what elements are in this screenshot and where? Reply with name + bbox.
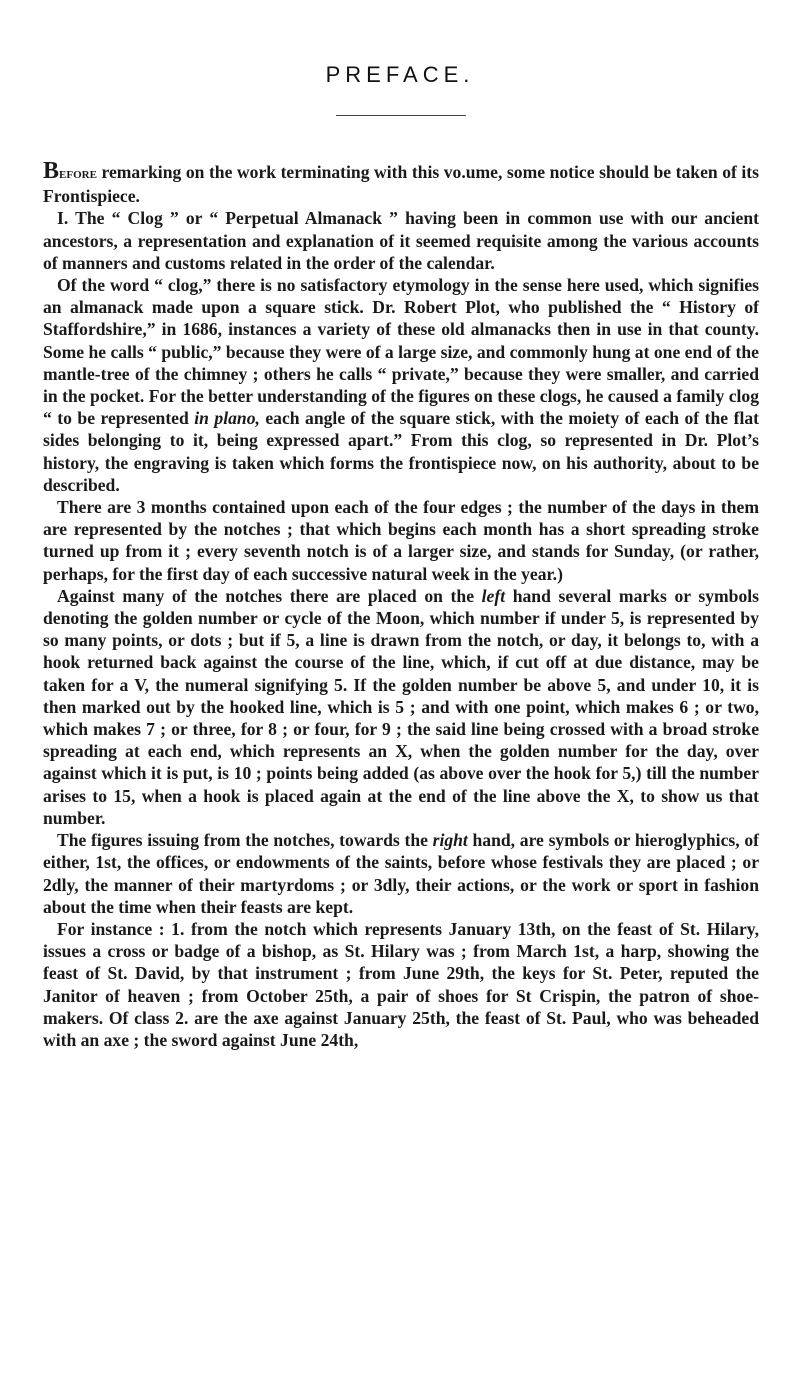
paragraph-4 <box>43 496 759 585</box>
paragraph-text: hand several marks or symbols denoting the golden number or cycle of the Moon, which number if under 5, is represented by so many points, or dots ; but if 5, a line is drawn from the notch, or day, it belongs to, with a hook returned back against the course of the line, which, if cut off at due distance, may be taken for a V, the numeral signifying 5. If the golden number be above 5, and under 10, it is then marked out by the hooked line, which is 5 ; and with one point, which makes 6 ; or two, which makes 7 ; or three, for 8 ; or four, for 9 ; the said line being crossed with a broad stroke spreading at each end, which represents an X, when the golden number for the day, over against which it is put, is 10 ; points being added (as above over the hook for 5,) till the number arises to 15, when a hook is placed again at the end of the line above the X, to show us that number. <box>43 585 759 828</box>
paragraph-text: hand, are symbols or hieroglyphics, of either, 1st, the offices, or endowments of the saints, before whose festivals they are placed ; or 2dly, the manner of their martyrdoms ; or 3dly, their actions, or the work or sport in fashion about the time when their feasts are kept. <box>43 830 759 917</box>
paragraph-2 <box>43 207 759 274</box>
paragraph-text: The figures issuing from the notches, towards the <box>57 830 433 851</box>
paragraph-text: each angle of the square stick, with the moiety of each of the flat sides belonging to it, being expressed apart.” From this clog, so represented in Dr. Plot’s history, the engraving is taken which forms the frontispiece now, on his authority, about to be described. <box>43 408 759 495</box>
small-caps-word: efore <box>59 166 97 182</box>
italic-phrase: in plano, <box>194 408 260 429</box>
paragraph-3 <box>43 274 759 496</box>
paragraph-6 <box>43 829 759 918</box>
page-title: PREFACE. <box>325 62 475 87</box>
italic-word: left <box>481 585 506 606</box>
preface-body <box>43 160 759 1051</box>
italic-word: right <box>432 830 468 851</box>
paragraph-text: There are 3 months contained upon each of the four edges ; the number of the days in them are represented by the notches ; that which begins each month has a short spreading stroke turned up from it ; every seventh notch is of a larger size, and stands for Sunday, (or rather, perhaps, for the first day of each successive natural week in the year.) <box>43 497 759 584</box>
paragraph-text: Against many of the notches there are placed on the <box>57 585 482 606</box>
paragraph-text: I. The “ Clog ” or “ Perpetual Almanack ” having been in common use with our ancient ancestors, a representation and explanation of it seemed requisite among the various accounts of manners and customs related in the order of the calendar. <box>43 208 759 273</box>
paragraph-1 <box>43 160 759 207</box>
paragraph-5 <box>43 585 759 829</box>
paragraph-text: Of the word “ clog,” there is no satisfactory etymology in the sense here used, which signifies an almanack made upon a square stick. Dr. Robert Plot, who published the “ History of Staffordshire,” in 1686, instances a variety of these old almanacks then in use in that county. Some he calls “ public,” because they were of a large size, and commonly hung at one end of the mantle-tree of the chimney ; others he calls “ private,” because they were smaller, and carried in the pocket. For the better understanding of the figures on these clogs, he caused a family clog “ to be represented <box>43 275 759 429</box>
paragraph-7 <box>43 918 759 1051</box>
title-rule <box>336 115 466 116</box>
initial-letter: B <box>43 158 60 184</box>
paragraph-text: remarking on the work terminating with this vo.ume, some notice should be taken of its Frontispiece. <box>43 162 759 207</box>
paragraph-text: For instance : 1. from the notch which represents January 13th, on the feast of St. Hilary, issues a cross or badge of a bishop, as St. Hilary was ; from March 1st, a harp, showing the feast of St. David, by that instrument ; from June 29th, the keys for St. Peter, reputed the Janitor of heaven ; from October 25th, a pair of shoes for St Crispin, the patron of shoe-makers. Of class 2. are the axe against January 25th, the feast of St. Paul, who was beheaded with an axe ; the sword against June 24th, <box>43 918 759 1050</box>
